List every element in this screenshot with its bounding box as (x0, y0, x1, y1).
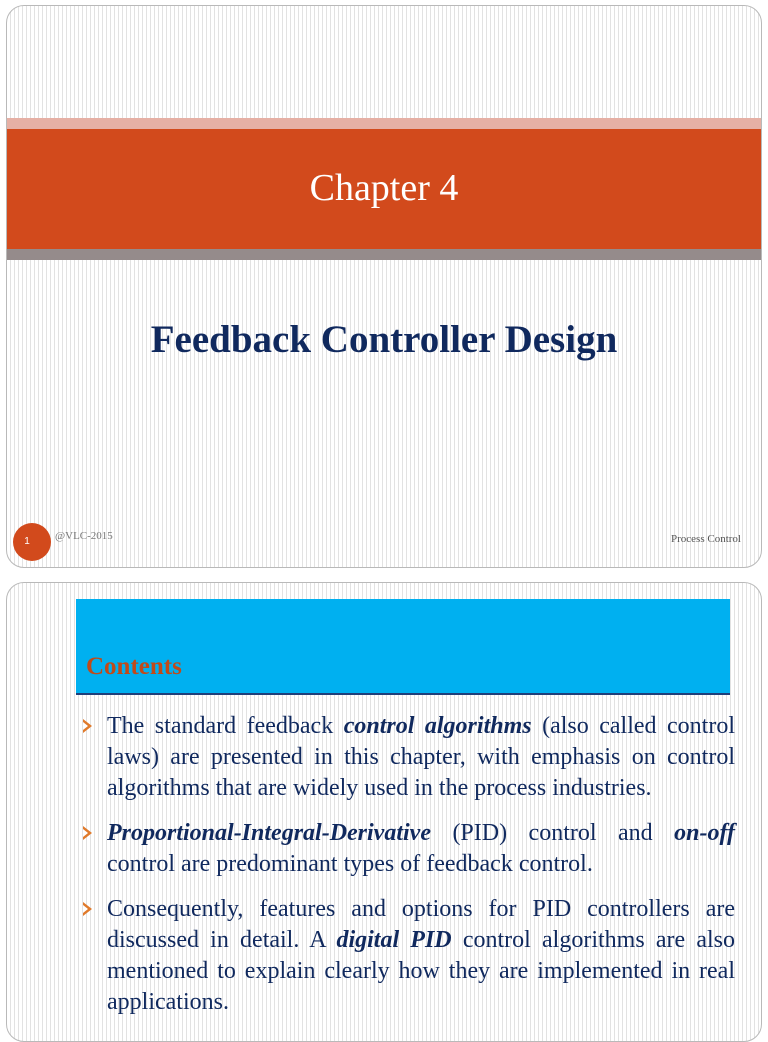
bullet-text: Proportional-Integral-Derivative (PID) control and on-off control are predominant types of feedback control. (107, 820, 735, 877)
title-band-bottom-stripe (7, 249, 761, 260)
footer-course-name: Process Control (671, 533, 741, 545)
contents-header-bar (76, 599, 730, 695)
chapter-title: Chapter 4 (309, 167, 459, 209)
title-band-top-stripe (7, 118, 761, 129)
title-slide (6, 5, 762, 568)
bullet-item (83, 711, 735, 804)
bullet-text: Consequently, features and options for PID controllers are discussed in detail. A digital PID control algorithms are also mentioned to explain clearly how they are implemented in real applications. (107, 896, 736, 1015)
bullet-item (83, 894, 735, 1018)
arrow-bullet-icon (83, 902, 92, 916)
footer-copyright: @VLC-2015 (55, 530, 113, 542)
slide-main-title: Feedback Controller Design (150, 318, 618, 361)
bullet-text: The standard feedback control algorithms (also called control laws) are presented in this chapter, with emphasis on control algorithms that are widely used in the process industries. (107, 713, 736, 801)
bullet-list (83, 711, 735, 1032)
arrow-bullet-icon (83, 719, 92, 733)
arrow-bullet-icon (83, 826, 92, 840)
contents-slide (6, 582, 762, 1042)
bullet-item (83, 818, 735, 880)
contents-heading: Contents (86, 653, 182, 680)
page-number-badge: 1 (13, 523, 51, 561)
